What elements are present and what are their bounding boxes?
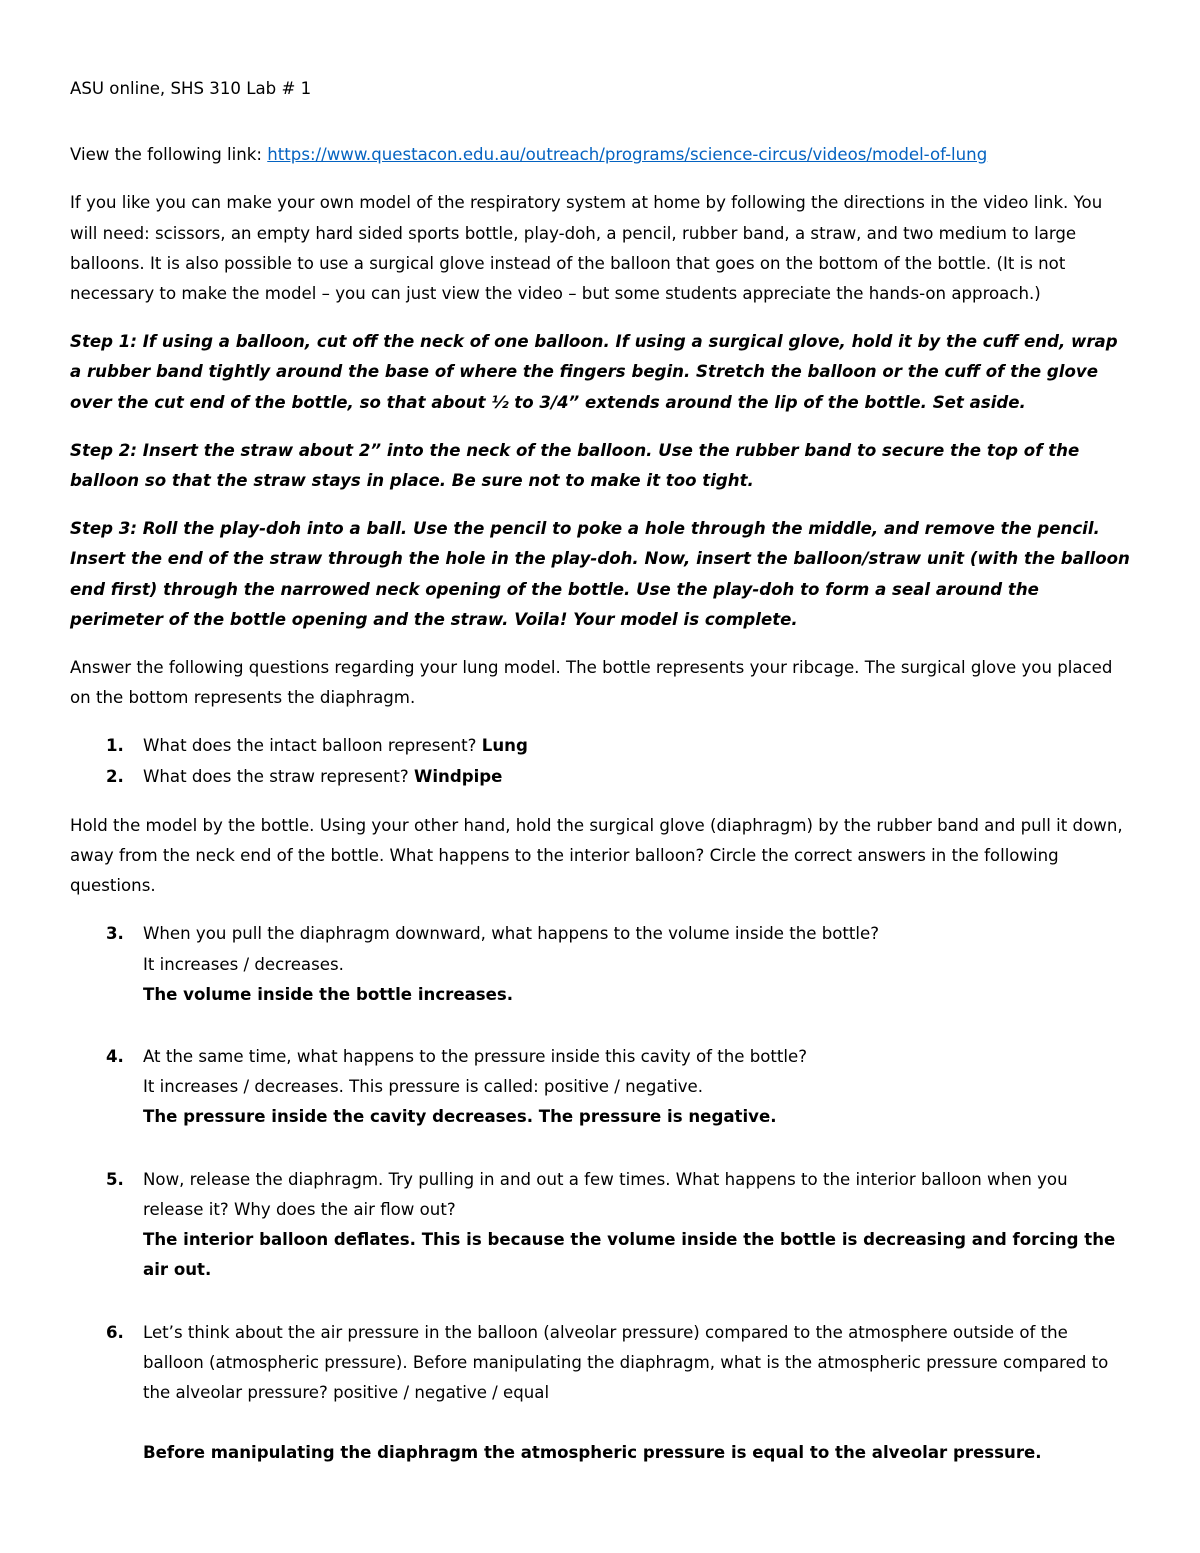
view-link-line: [70, 140, 1132, 170]
question-text: What does the intact balloon represent?: [143, 736, 482, 756]
question-number: 3.: [106, 924, 124, 944]
question-item-3: [70, 919, 1132, 1010]
answer-options: It increases / decreases. This pressure is called: positive / negative.: [143, 1077, 704, 1097]
instructions-paragraph-1: Answer the following questions regarding your lung model. The bottle represents your ribcage. The surgical glove you placed on the bottom represents the diaphragm.: [70, 658, 1113, 708]
page-title: ASU online, SHS 310 Lab # 1: [70, 79, 312, 98]
question-number: 2.: [106, 766, 124, 786]
view-link-prefix: View the following link:: [70, 145, 268, 165]
question-text: Now, release the diaphragm. Try pulling in and out a few times. What happens to the interior balloon when you release it? Why does the air flow out?: [143, 1169, 1068, 1219]
questacon-video-link[interactable]: https://www.questacon.edu.au/outreach/programs/science-circus/videos/model-of-lung: [267, 145, 988, 165]
document-body: [70, 74, 1132, 1487]
question-number: 4.: [106, 1047, 124, 1067]
answer-text: Before manipulating the diaphragm the atmospheric pressure is equal to the alveolar pressure.: [143, 1443, 1042, 1463]
answer-options: It increases / decreases.: [143, 954, 344, 974]
step-1-instructions: Step 1: If using a balloon, cut off the neck of one balloon. If using a surgical glove, hold it by the cuff end, wrap a rubber band tightly around the base of where the fingers begin. Stretch the balloon or the cuff of the glove over the cut end of the bottle, so that about ½ to 3/4” extends around the lip of the bottle. Set aside.: [70, 332, 1118, 412]
question-item-5: [70, 1165, 1132, 1286]
question-number: 5.: [106, 1169, 124, 1189]
answer-text: The volume inside the bottle increases.: [143, 984, 514, 1004]
question-number: 1.: [106, 736, 124, 756]
step-3-instructions: Step 3: Roll the play-doh into a ball. Use the pencil to poke a hole through the middle, and remove the pencil. Insert the end of the straw through the hole in the play-doh. Now, insert the balloon/straw unit (with the balloon end first) through the narrowed neck opening of the bottle. Use the play-doh to form a seal around the perimeter of the bottle opening and the straw. Voila! Your model is complete.: [70, 519, 1130, 629]
answer-text: The pressure inside the cavity decreases. The pressure is negative.: [143, 1107, 777, 1127]
question-item-6: [70, 1318, 1132, 1469]
answer-text: Windpipe: [414, 766, 503, 786]
answer-spacer: [143, 1408, 1132, 1438]
question-item-2: [70, 762, 1132, 792]
answer-text: Lung: [481, 736, 528, 756]
question-text: Let’s think about the air pressure in the balloon (alveolar pressure) compared to the atmosphere outside of the balloon (atmospheric pressure). Before manipulating the diaphragm, what is the atmospheric pressure compared to the alveolar pressure? positive / negative / equal: [143, 1322, 1109, 1402]
question-list: [70, 919, 1132, 1468]
step-2-instructions: Step 2: Insert the straw about 2” into the neck of the balloon. Use the rubber band to secure the top of the balloon so that the straw stays in place. Be sure not to make it too tight.: [70, 440, 1080, 491]
question-item-4: [70, 1042, 1132, 1133]
question-item-1: [70, 731, 1132, 761]
answer-text: The interior balloon deflates. This is because the volume inside the bottle is decreasing and forcing the air out.: [143, 1230, 1116, 1280]
question-text: When you pull the diaphragm downward, what happens to the volume inside the bottle?: [143, 924, 880, 944]
question-text: What does the straw represent?: [143, 766, 415, 786]
question-text: At the same time, what happens to the pressure inside this cavity of the bottle?: [143, 1047, 808, 1067]
intro-paragraph: If you like you can make your own model of the respiratory system at home by following the directions in the video link. You will need: scissors, an empty hard sided sports bottle, play-doh, a pencil, rubber band, a straw, and two medium to large balloons. It is also possible to use a surgical glove instead of the balloon that goes on the bottom of the bottle. (It is not necessary to make the model – you can just view the video – but some students appreciate the hands-on approach.): [70, 193, 1103, 304]
question-number: 6.: [106, 1322, 124, 1342]
instructions-paragraph-2: Hold the model by the bottle. Using your other hand, hold the surgical glove (diaphragm) by the rubber band and pull it down, away from the neck end of the bottle. What happens to the interior balloon? Circle the correct answers in the following questions.: [70, 815, 1123, 896]
short-question-list: [70, 731, 1132, 791]
